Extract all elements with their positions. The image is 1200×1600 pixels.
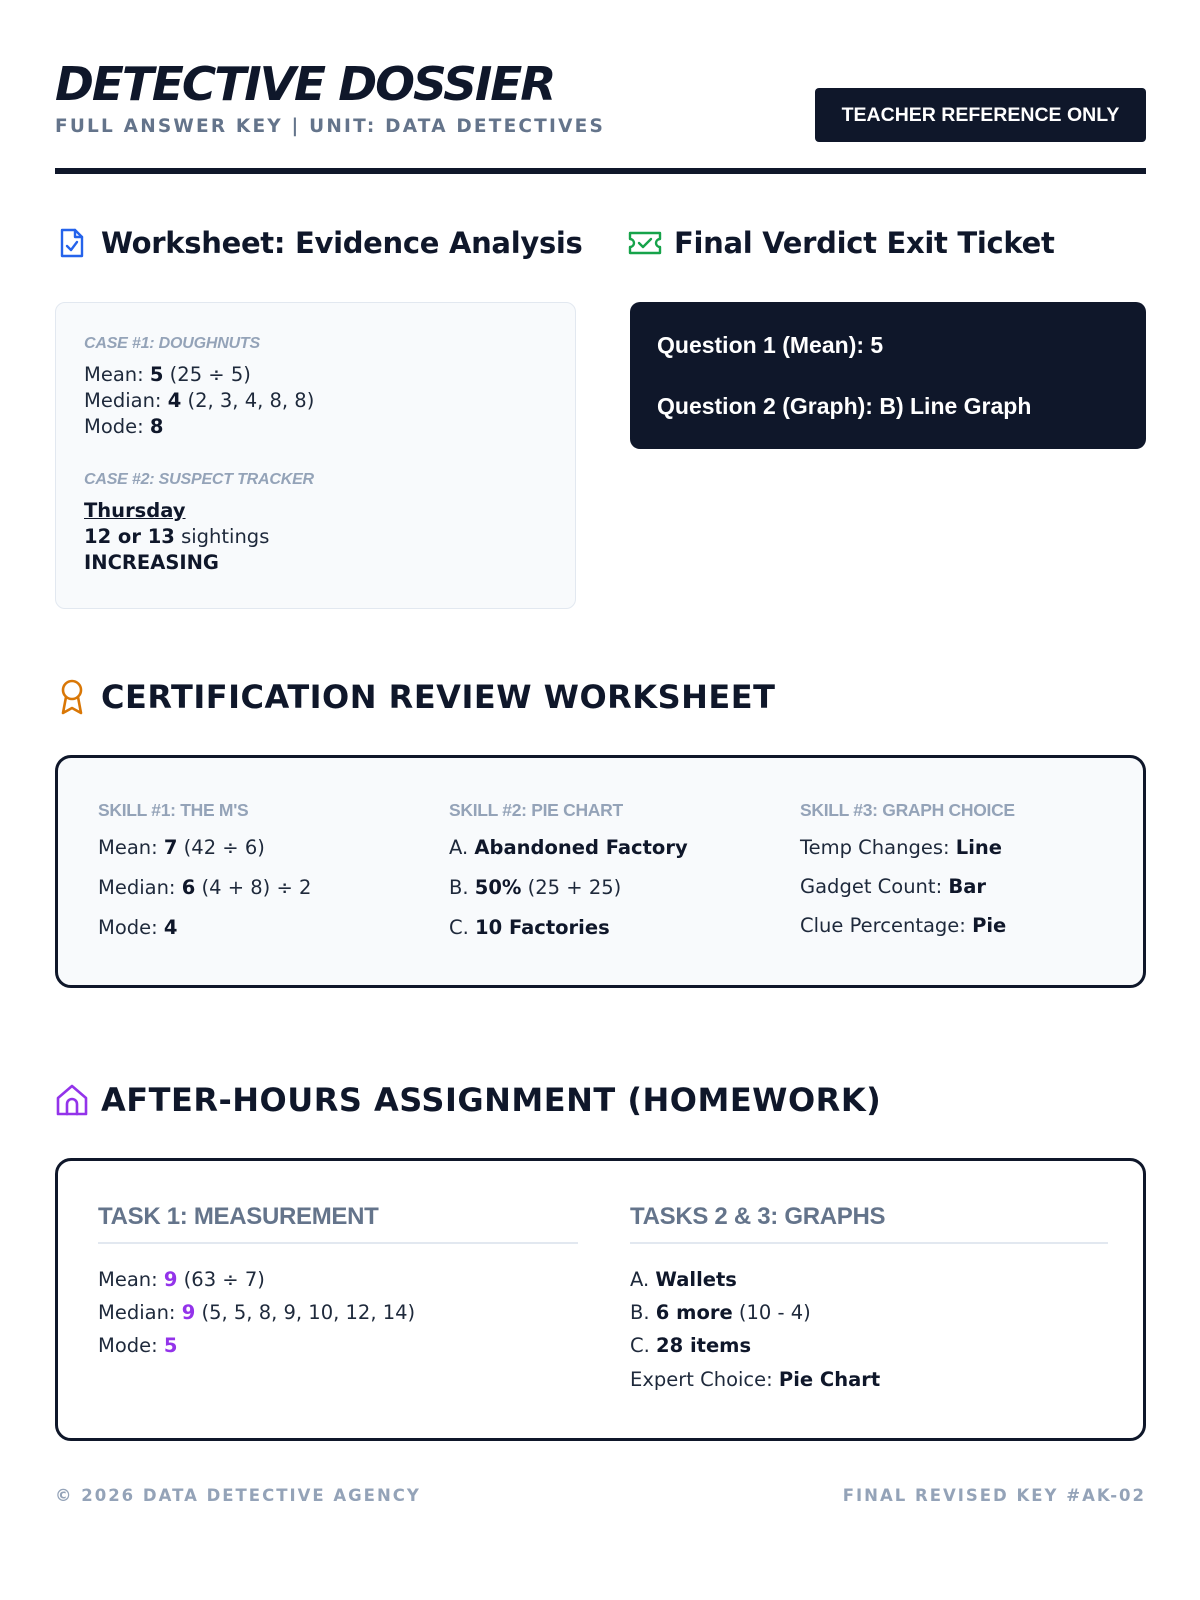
document-check-icon bbox=[55, 226, 89, 260]
skill-2-answer-a: A. Abandoned Factory bbox=[449, 836, 688, 859]
task-1-heading: TASK 1: MEASUREMENT bbox=[98, 1203, 379, 1230]
exit-ticket-heading-text: Final Verdict Exit Ticket bbox=[674, 226, 1055, 260]
evidence-analysis-card bbox=[55, 302, 576, 609]
tasks-2-3-answer-b: B. 6 more (10 - 4) bbox=[630, 1301, 811, 1324]
page-header bbox=[55, 56, 1146, 176]
skill-2-answer-b: B. 50% (25 + 25) bbox=[449, 876, 622, 899]
skill-3-label: SKILL #3: GRAPH CHOICE bbox=[800, 800, 1015, 820]
homework-heading-text: AFTER-HOURS ASSIGNMENT (HOMEWORK) bbox=[101, 1081, 882, 1119]
task-1-divider bbox=[98, 1242, 578, 1244]
footer-copyright: © 2026 DATA DETECTIVE AGENCY bbox=[55, 1486, 421, 1505]
skill-1-label: SKILL #1: THE M'S bbox=[98, 800, 249, 820]
teacher-reference-badge: TEACHER REFERENCE ONLY bbox=[815, 88, 1146, 142]
page-title: DETECTIVE DOSSIER bbox=[55, 57, 555, 111]
tasks-2-3-heading: TASKS 2 & 3: GRAPHS bbox=[630, 1203, 886, 1230]
page-subtitle: FULL ANSWER KEY | UNIT: DATA DETECTIVES bbox=[55, 116, 605, 137]
case-2-trend: INCREASING bbox=[84, 551, 219, 574]
task-1-median: Median: 9 (5, 5, 8, 9, 10, 12, 14) bbox=[98, 1301, 416, 1324]
exit-ticket-heading bbox=[628, 226, 1055, 260]
skill-3-temp: Temp Changes: Line bbox=[800, 836, 1002, 859]
tasks-2-3-expert-choice: Expert Choice: Pie Chart bbox=[630, 1368, 881, 1391]
skill-1-mode: Mode: 4 bbox=[98, 916, 178, 939]
home-icon bbox=[55, 1083, 89, 1117]
case-1-median: Median: 4 (2, 3, 4, 8, 8) bbox=[84, 389, 315, 412]
worksheet-heading bbox=[55, 226, 583, 260]
certification-heading bbox=[55, 678, 775, 716]
case-1-mean: Mean: 5 (25 ÷ 5) bbox=[84, 363, 251, 386]
worksheet-heading-text: Worksheet: Evidence Analysis bbox=[101, 226, 583, 260]
tasks-2-3-answer-a: A. Wallets bbox=[630, 1268, 737, 1291]
ticket-icon bbox=[628, 226, 662, 260]
homework-card bbox=[55, 1158, 1146, 1441]
skill-2-answer-c: C. 10 Factories bbox=[449, 916, 610, 939]
case-2-sightings: 12 or 13 sightings bbox=[84, 525, 270, 548]
skill-3-clue: Clue Percentage: Pie bbox=[800, 914, 1007, 937]
exit-ticket-card bbox=[630, 302, 1146, 449]
skill-2-label: SKILL #2: PIE CHART bbox=[449, 800, 623, 820]
case-2-day: Thursday bbox=[84, 499, 186, 522]
case-1-mode: Mode: 8 bbox=[84, 415, 164, 438]
tasks-2-3-answer-c: C. 28 items bbox=[630, 1334, 752, 1357]
exit-ticket-question-2: Question 2 (Graph): B) Line Graph bbox=[657, 393, 1032, 419]
tasks-2-3-divider bbox=[630, 1242, 1108, 1244]
skill-1-mean: Mean: 7 (42 ÷ 6) bbox=[98, 836, 265, 859]
task-1-mode: Mode: 5 bbox=[98, 1334, 178, 1357]
header-divider bbox=[55, 168, 1146, 174]
homework-heading bbox=[55, 1081, 881, 1119]
award-ribbon-icon bbox=[55, 680, 89, 714]
skill-1-median: Median: 6 (4 + 8) ÷ 2 bbox=[98, 876, 312, 899]
certification-card bbox=[55, 755, 1146, 988]
exit-ticket-question-1: Question 1 (Mean): 5 bbox=[657, 332, 884, 358]
case-2-label: CASE #2: SUSPECT TRACKER bbox=[84, 471, 314, 488]
certification-heading-text: CERTIFICATION REVIEW WORKSHEET bbox=[101, 678, 776, 716]
answer-key-page bbox=[55, 0, 1146, 1600]
skill-3-gadget: Gadget Count: Bar bbox=[800, 875, 986, 898]
task-1-mean: Mean: 9 (63 ÷ 7) bbox=[98, 1268, 265, 1291]
footer-key-id: FINAL REVISED KEY #AK-02 bbox=[842, 1486, 1146, 1505]
case-1-label: CASE #1: DOUGHNUTS bbox=[84, 335, 260, 352]
